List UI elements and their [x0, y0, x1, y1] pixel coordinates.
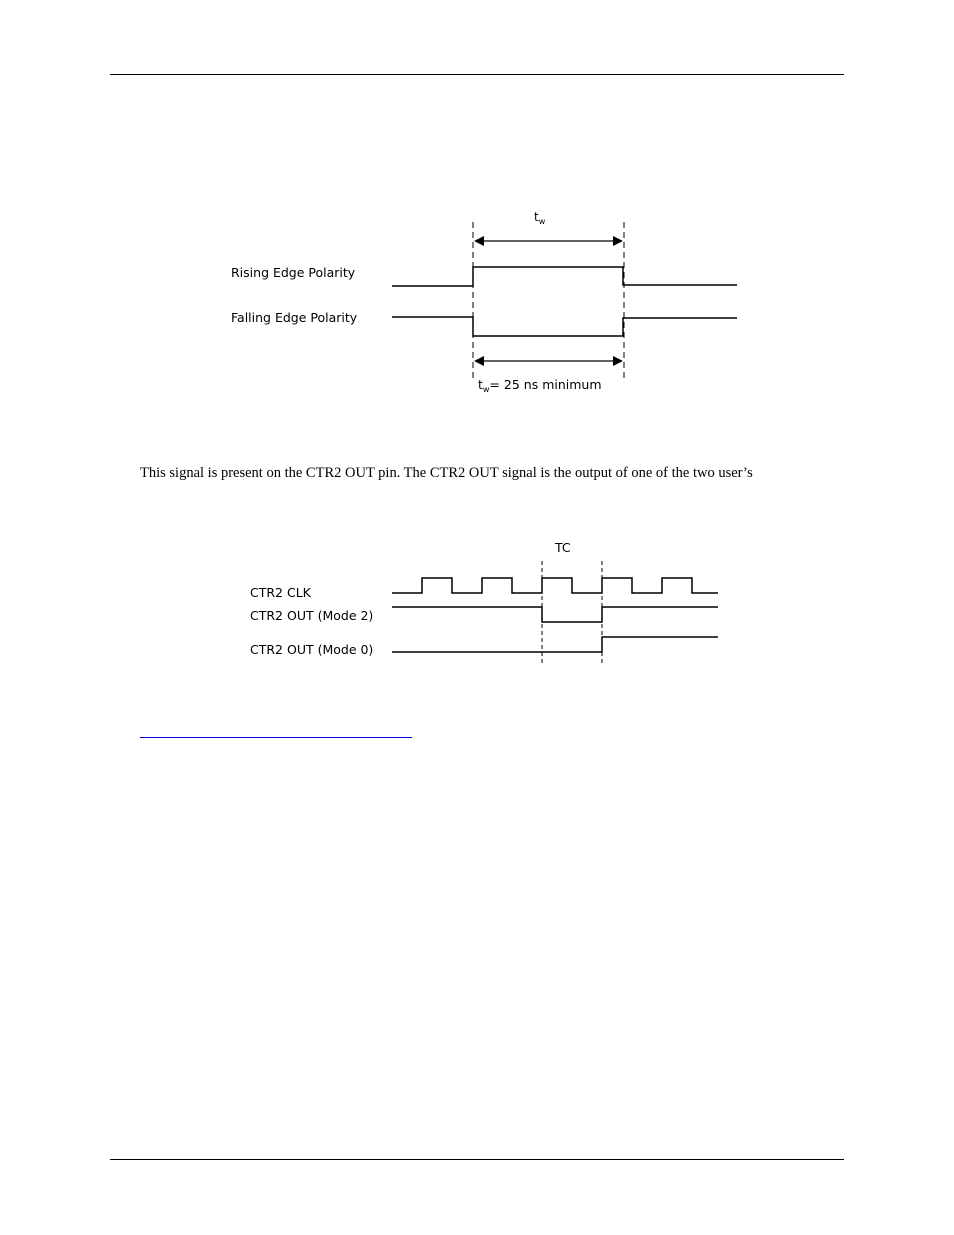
- tc-label: TC: [555, 540, 571, 555]
- min-pulse-width-label: $t_w= 25$ ns minimum: [478, 377, 602, 394]
- ctr2-out-mode0-waveform: [392, 637, 718, 652]
- ctr2-out-mode2-waveform: [392, 607, 718, 622]
- ctr2-out-mode2-label: CTR2 OUT (Mode 2): [250, 608, 374, 623]
- falling-edge-label: Falling Edge Polarity: [231, 310, 358, 325]
- ctr2-clk-waveform: [392, 578, 718, 593]
- ctr2-clk-label: CTR2 CLK: [250, 585, 311, 600]
- hyperlink-underline[interactable]: [140, 737, 412, 738]
- ctr2-out-mode0-label: CTR2 OUT (Mode 0): [250, 642, 374, 657]
- ctr2-out-paragraph: This signal is present on the CTR2 OUT pin. The CTR2 OUT signal is the output of one of the two user’s: [140, 465, 753, 481]
- rising-edge-label: Rising Edge Polarity: [231, 265, 356, 280]
- tw-label: $t_w$: [534, 210, 546, 226]
- footer-rule: [110, 1159, 844, 1160]
